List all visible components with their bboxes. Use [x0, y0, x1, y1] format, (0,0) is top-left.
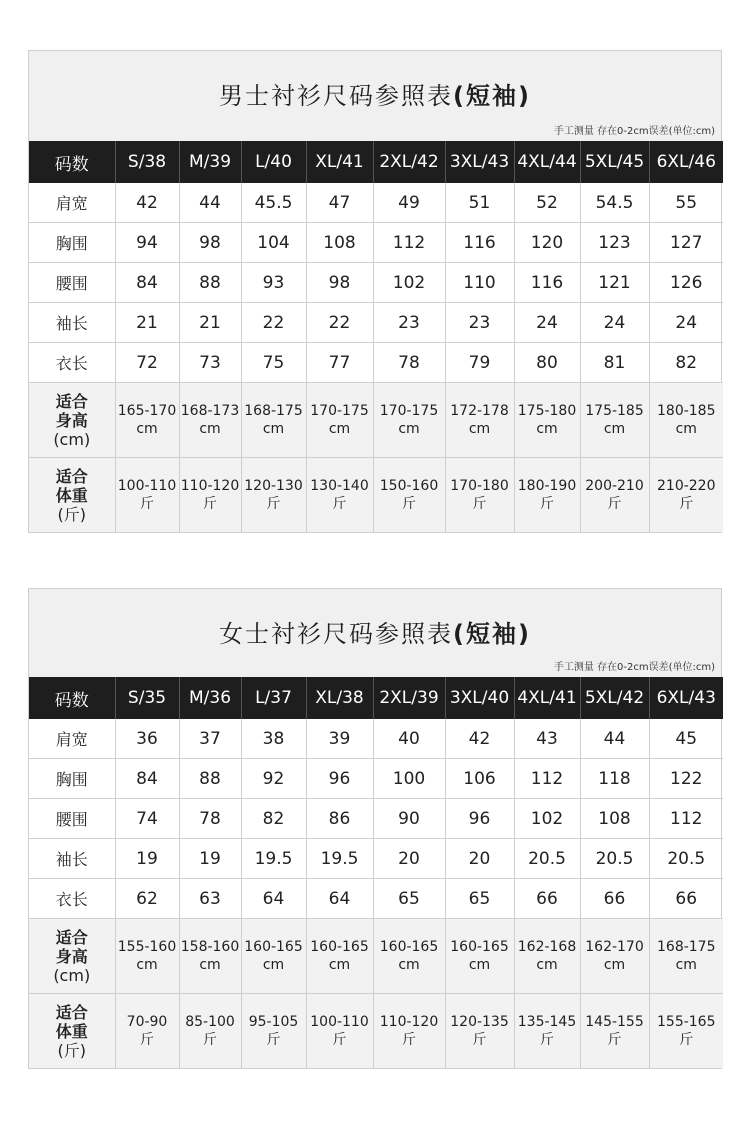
measurement-value: 43: [514, 719, 580, 759]
range-unit: cm: [603, 421, 626, 437]
range-unit: 斤: [540, 1032, 554, 1048]
range-cell: [115, 919, 179, 994]
measurement-row: [29, 839, 723, 879]
range-row-label: [29, 994, 115, 1069]
range-label-line: 身高: [55, 410, 88, 430]
measurement-label: 肩宽: [29, 719, 115, 759]
range-cell: [306, 458, 373, 533]
range-value: 168-175: [244, 403, 303, 419]
size-header-cell: M/36: [179, 677, 241, 719]
size-header-cell: 6XL/43: [649, 677, 723, 719]
measurement-value: 20.5: [649, 839, 723, 879]
womens-chart-title-main: 女士衬衫尺码参照表: [219, 620, 454, 648]
size-column-header: 码数: [29, 141, 115, 183]
range-value: 155-165: [657, 1014, 716, 1030]
mens-chart-title: [29, 76, 721, 111]
range-cell: [514, 458, 580, 533]
range-cell: [179, 994, 241, 1069]
womens-size-chart: [28, 588, 722, 1069]
measurement-value: 23: [373, 303, 445, 343]
measurement-value: 21: [179, 303, 241, 343]
range-value: 110-120: [379, 1014, 439, 1030]
range-cell: [115, 383, 179, 458]
range-cell: [580, 383, 649, 458]
range-value: 172-178: [450, 403, 509, 419]
measurement-value: 92: [241, 759, 306, 799]
range-cell: [649, 919, 723, 994]
range-cell: [241, 994, 306, 1069]
range-cell: [514, 994, 580, 1069]
range-cell: [514, 919, 580, 994]
size-header-cell: XL/38: [306, 677, 373, 719]
range-label-unit: (斤): [57, 504, 86, 524]
measurement-value: 84: [115, 759, 179, 799]
range-cell: [514, 383, 580, 458]
range-label-unit: (斤): [57, 1040, 86, 1060]
range-value: 168-175: [657, 939, 716, 955]
measurement-label: 胸围: [29, 759, 115, 799]
measurement-value: 47: [306, 183, 373, 223]
range-cell: [373, 383, 445, 458]
range-cell: [649, 994, 723, 1069]
size-column-header: 码数: [29, 677, 115, 719]
measurement-value: 78: [179, 799, 241, 839]
measurement-value: 72: [115, 343, 179, 383]
range-cell: [580, 994, 649, 1069]
measurement-value: 44: [179, 183, 241, 223]
range-value: 160-165: [244, 939, 303, 955]
range-cell: [179, 919, 241, 994]
womens-chart-header: [29, 589, 721, 677]
measurement-value: 110: [445, 263, 514, 303]
range-unit: cm: [136, 421, 158, 437]
measurement-value: 106: [445, 759, 514, 799]
range-value: 155-160: [117, 939, 177, 955]
measurement-value: 62: [115, 879, 179, 919]
range-value: 95-105: [248, 1014, 299, 1030]
range-value: 160-165: [450, 939, 509, 955]
womens-size-table: [29, 677, 723, 1068]
measurement-value: 77: [306, 343, 373, 383]
range-unit: cm: [136, 957, 158, 973]
range-unit: cm: [675, 957, 697, 973]
size-header-cell: XL/41: [306, 141, 373, 183]
mens-chart-header: [29, 51, 721, 141]
range-value: 200-210: [585, 478, 644, 494]
measurement-row: [29, 719, 723, 759]
range-cell: [306, 994, 373, 1069]
range-value: 210-220: [657, 478, 716, 494]
measurement-value: 98: [179, 223, 241, 263]
range-value: 180-190: [517, 478, 577, 494]
measurement-value: 112: [649, 799, 723, 839]
measurement-value: 21: [115, 303, 179, 343]
measurement-value: 121: [580, 263, 649, 303]
range-cell: [115, 458, 179, 533]
range-unit: cm: [398, 957, 420, 973]
size-header-cell: S/35: [115, 677, 179, 719]
size-header-cell: 6XL/46: [649, 141, 723, 183]
range-value: 145-155: [585, 1014, 644, 1030]
range-value: 70-90: [126, 1014, 168, 1030]
measurement-row: [29, 343, 723, 383]
range-label-line: 体重: [55, 485, 88, 505]
range-unit: 斤: [266, 1032, 281, 1048]
measurement-value: 65: [373, 879, 445, 919]
range-unit: cm: [468, 957, 491, 973]
range-unit: cm: [199, 957, 221, 973]
measurement-value: 93: [241, 263, 306, 303]
measurement-row: [29, 799, 723, 839]
range-unit: 斤: [402, 1032, 416, 1048]
range-value: 180-185: [657, 403, 716, 419]
range-label-line: 身高: [55, 946, 88, 966]
range-unit: cm: [262, 421, 285, 437]
measurement-value: 86: [306, 799, 373, 839]
measurement-value: 24: [649, 303, 723, 343]
measurement-value: 90: [373, 799, 445, 839]
measurement-value: 102: [373, 263, 445, 303]
measurement-value: 116: [445, 223, 514, 263]
range-label-unit: (cm): [53, 429, 91, 449]
measurement-value: 36: [115, 719, 179, 759]
measurement-value: 108: [580, 799, 649, 839]
range-cell: [373, 994, 445, 1069]
range-cell: [373, 919, 445, 994]
range-value: 158-160: [180, 939, 240, 955]
measurement-value: 81: [580, 343, 649, 383]
measurement-value: 65: [445, 879, 514, 919]
measurement-label: 肩宽: [29, 183, 115, 223]
mens-size-table: [29, 141, 723, 532]
range-value: 130-140: [310, 478, 369, 494]
measurement-label: 衣长: [29, 879, 115, 919]
range-value: 135-145: [517, 1014, 577, 1030]
measurement-value: 73: [179, 343, 241, 383]
range-value: 100-110: [310, 1014, 369, 1030]
measurement-value: 74: [115, 799, 179, 839]
measurement-value: 24: [580, 303, 649, 343]
mens-chart-title-main: 男士衬衫尺码参照表: [219, 82, 454, 110]
range-value: 170-175: [310, 403, 369, 419]
range-value: 165-170: [117, 403, 177, 419]
range-cell: [241, 919, 306, 994]
range-unit: cm: [536, 957, 558, 973]
range-unit: 斤: [332, 496, 347, 512]
measurement-value: 96: [445, 799, 514, 839]
size-header-cell: L/37: [241, 677, 306, 719]
measurement-value: 19: [179, 839, 241, 879]
measurement-value: 44: [580, 719, 649, 759]
range-label-line: 适合: [55, 1002, 88, 1022]
measurement-value: 112: [373, 223, 445, 263]
womens-chart-title-suffix: (短袖): [453, 620, 531, 648]
womens-measurement-note: 手工测量 存在0-2cm误差(单位:cm): [553, 662, 715, 673]
range-value: 175-185: [585, 403, 644, 419]
range-unit: 斤: [140, 496, 154, 512]
size-header-cell: 4XL/44: [514, 141, 580, 183]
range-cell: [306, 919, 373, 994]
measurement-row: [29, 303, 723, 343]
measurement-value: 40: [373, 719, 445, 759]
measurement-value: 52: [514, 183, 580, 223]
range-cell: [115, 994, 179, 1069]
measurement-value: 122: [649, 759, 723, 799]
measurement-value: 63: [179, 879, 241, 919]
range-unit: 斤: [266, 496, 281, 512]
suitable-height-row: [29, 383, 723, 458]
range-cell: [580, 919, 649, 994]
range-value: 162-168: [517, 939, 577, 955]
measurement-value: 75: [241, 343, 306, 383]
mens-measurement-note: 手工测量 存在0-2cm误差(单位:cm): [553, 126, 715, 137]
range-cell: [445, 458, 514, 533]
measurement-value: 104: [241, 223, 306, 263]
measurement-value: 20.5: [580, 839, 649, 879]
range-value: 168-173: [180, 403, 240, 419]
size-header-cell: 5XL/42: [580, 677, 649, 719]
measurement-value: 24: [514, 303, 580, 343]
measurement-value: 66: [514, 879, 580, 919]
size-header-cell: 4XL/41: [514, 677, 580, 719]
range-cell: [306, 383, 373, 458]
range-label-line: 适合: [55, 466, 88, 486]
mens-size-chart: [28, 50, 722, 533]
measurement-label: 袖长: [29, 839, 115, 879]
range-value: 175-180: [517, 403, 577, 419]
measurement-label: 衣长: [29, 343, 115, 383]
measurement-row: [29, 263, 723, 303]
range-value: 160-165: [379, 939, 439, 955]
mens-header-row: [29, 141, 723, 183]
measurement-label: 袖长: [29, 303, 115, 343]
range-unit: 斤: [402, 496, 416, 512]
measurement-value: 112: [514, 759, 580, 799]
range-cell: [649, 458, 723, 533]
measurement-value: 38: [241, 719, 306, 759]
measurement-value: 118: [580, 759, 649, 799]
size-header-cell: 2XL/42: [373, 141, 445, 183]
range-label-line: 适合: [55, 927, 88, 947]
size-header-cell: 5XL/45: [580, 141, 649, 183]
womens-header-row: [29, 677, 723, 719]
range-value: 110-120: [180, 478, 240, 494]
range-unit: 斤: [540, 496, 554, 512]
range-value: 170-180: [450, 478, 509, 494]
range-cell: [580, 458, 649, 533]
range-unit: cm: [536, 421, 558, 437]
range-row-label: [29, 383, 115, 458]
range-cell: [179, 458, 241, 533]
range-unit: 斤: [203, 1032, 217, 1048]
size-header-cell: M/39: [179, 141, 241, 183]
measurement-value: 54.5: [580, 183, 649, 223]
measurement-value: 20: [445, 839, 514, 879]
range-unit: 斤: [607, 496, 622, 512]
measurement-value: 19.5: [241, 839, 306, 879]
measurement-label: 腰围: [29, 263, 115, 303]
range-value: 100-110: [117, 478, 177, 494]
suitable-height-row: [29, 919, 723, 994]
range-unit: cm: [199, 421, 221, 437]
range-unit: cm: [262, 957, 285, 973]
range-unit: cm: [398, 421, 420, 437]
measurement-value: 66: [580, 879, 649, 919]
measurement-value: 19: [115, 839, 179, 879]
range-cell: [649, 383, 723, 458]
measurement-value: 66: [649, 879, 723, 919]
range-unit: 斤: [472, 1032, 487, 1048]
measurement-value: 19.5: [306, 839, 373, 879]
measurement-value: 80: [514, 343, 580, 383]
range-cell: [179, 383, 241, 458]
womens-table-body: [29, 719, 723, 1068]
measurement-value: 100: [373, 759, 445, 799]
measurement-value: 20: [373, 839, 445, 879]
range-unit: cm: [328, 957, 351, 973]
range-unit: 斤: [679, 496, 694, 512]
measurement-label: 胸围: [29, 223, 115, 263]
measurement-value: 55: [649, 183, 723, 223]
measurement-value: 37: [179, 719, 241, 759]
measurement-value: 64: [241, 879, 306, 919]
range-unit: cm: [675, 421, 697, 437]
range-value: 160-165: [310, 939, 369, 955]
range-value: 150-160: [379, 478, 439, 494]
measurement-row: [29, 879, 723, 919]
range-label-line: 体重: [55, 1021, 88, 1041]
measurement-value: 22: [241, 303, 306, 343]
measurement-value: 82: [241, 799, 306, 839]
measurement-value: 20.5: [514, 839, 580, 879]
measurement-value: 42: [445, 719, 514, 759]
size-header-cell: 3XL/40: [445, 677, 514, 719]
range-value: 170-175: [379, 403, 439, 419]
range-unit: cm: [468, 421, 491, 437]
measurement-value: 108: [306, 223, 373, 263]
measurement-row: [29, 223, 723, 263]
measurement-value: 94: [115, 223, 179, 263]
measurement-value: 102: [514, 799, 580, 839]
measurement-value: 120: [514, 223, 580, 263]
measurement-value: 79: [445, 343, 514, 383]
measurement-value: 49: [373, 183, 445, 223]
mens-table-body: [29, 183, 723, 532]
suitable-weight-row: [29, 458, 723, 533]
measurement-value: 126: [649, 263, 723, 303]
measurement-value: 51: [445, 183, 514, 223]
range-cell: [445, 994, 514, 1069]
womens-chart-title: [29, 614, 721, 649]
size-header-cell: L/40: [241, 141, 306, 183]
measurement-value: 84: [115, 263, 179, 303]
range-unit: 斤: [332, 1032, 347, 1048]
measurement-value: 116: [514, 263, 580, 303]
measurement-value: 88: [179, 263, 241, 303]
measurement-value: 45.5: [241, 183, 306, 223]
measurement-value: 39: [306, 719, 373, 759]
range-unit: 斤: [203, 496, 217, 512]
measurement-value: 45: [649, 719, 723, 759]
range-unit: 斤: [607, 1032, 622, 1048]
measurement-value: 42: [115, 183, 179, 223]
range-value: 120-130: [244, 478, 303, 494]
measurement-value: 96: [306, 759, 373, 799]
range-row-label: [29, 458, 115, 533]
range-cell: [445, 383, 514, 458]
range-unit: 斤: [140, 1032, 154, 1048]
range-value: 162-170: [585, 939, 644, 955]
mens-chart-title-suffix: (短袖): [453, 82, 531, 110]
range-cell: [241, 383, 306, 458]
measurement-value: 98: [306, 263, 373, 303]
size-header-cell: S/38: [115, 141, 179, 183]
range-cell: [445, 919, 514, 994]
range-unit: cm: [603, 957, 626, 973]
range-label-line: 适合: [55, 391, 88, 411]
size-header-cell: 3XL/43: [445, 141, 514, 183]
measurement-value: 127: [649, 223, 723, 263]
range-cell: [241, 458, 306, 533]
measurement-value: 64: [306, 879, 373, 919]
range-row-label: [29, 919, 115, 994]
range-label-unit: (cm): [53, 965, 91, 985]
measurement-row: [29, 183, 723, 223]
range-unit: 斤: [679, 1032, 694, 1048]
measurement-value: 123: [580, 223, 649, 263]
measurement-label: 腰围: [29, 799, 115, 839]
measurement-value: 88: [179, 759, 241, 799]
measurement-value: 23: [445, 303, 514, 343]
range-cell: [373, 458, 445, 533]
range-unit: 斤: [472, 496, 487, 512]
range-value: 85-100: [185, 1014, 235, 1030]
suitable-weight-row: [29, 994, 723, 1069]
size-header-cell: 2XL/39: [373, 677, 445, 719]
range-unit: cm: [328, 421, 351, 437]
measurement-value: 82: [649, 343, 723, 383]
measurement-value: 22: [306, 303, 373, 343]
measurement-row: [29, 759, 723, 799]
range-value: 120-135: [450, 1014, 509, 1030]
measurement-value: 78: [373, 343, 445, 383]
